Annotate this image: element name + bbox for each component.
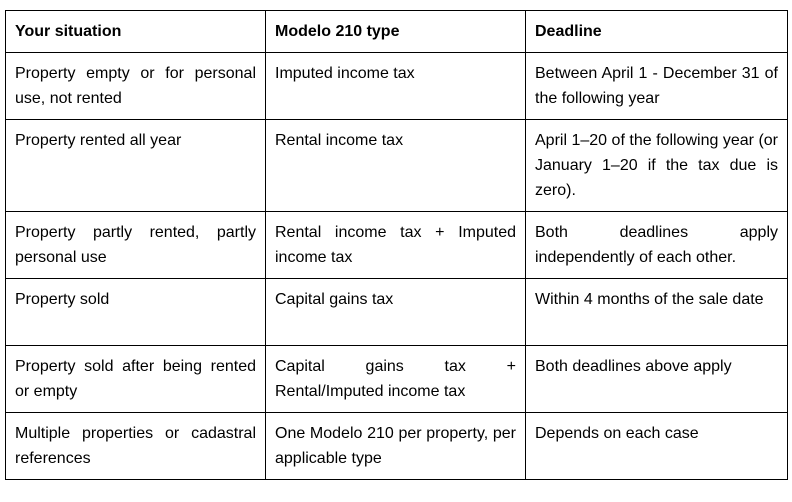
- type-cell: Capital gains tax + Rental/Imputed income tax: [266, 346, 526, 413]
- table-row: [6, 346, 788, 413]
- table-row: [6, 212, 788, 279]
- situation-cell: Property partly rented, partly personal use: [6, 212, 266, 279]
- type-cell: Rental income tax + Imputed income tax: [266, 212, 526, 279]
- modelo-210-table: [5, 10, 788, 480]
- situation-cell: Property rented all year: [6, 120, 266, 212]
- header-deadline: Deadline: [526, 11, 788, 53]
- situation-cell: Property sold after being rented or empty: [6, 346, 266, 413]
- header-row: [6, 11, 788, 53]
- deadline-cell: Both deadlines above apply: [526, 346, 788, 413]
- deadline-cell: Both deadlines apply independently of each other.: [526, 212, 788, 279]
- type-cell: One Modelo 210 per property, per applicable type: [266, 413, 526, 480]
- type-cell: Capital gains tax: [266, 279, 526, 346]
- situation-cell: Property sold: [6, 279, 266, 346]
- deadline-cell: April 1–20 of the following year (or January 1–20 if the tax due is zero).: [526, 120, 788, 212]
- header-your-situation: Your situation: [6, 11, 266, 53]
- table-row: [6, 53, 788, 120]
- deadline-cell: Depends on each case: [526, 413, 788, 480]
- deadline-cell: Between April 1 - December 31 of the following year: [526, 53, 788, 120]
- deadline-cell: Within 4 months of the sale date: [526, 279, 788, 346]
- table-row: [6, 279, 788, 346]
- type-cell: Imputed income tax: [266, 53, 526, 120]
- header-modelo-210-type: Modelo 210 type: [266, 11, 526, 53]
- situation-cell: Property empty or for personal use, not rented: [6, 53, 266, 120]
- table-row: [6, 120, 788, 212]
- table-row: [6, 413, 788, 480]
- situation-cell: Multiple properties or cadastral references: [6, 413, 266, 480]
- type-cell: Rental income tax: [266, 120, 526, 212]
